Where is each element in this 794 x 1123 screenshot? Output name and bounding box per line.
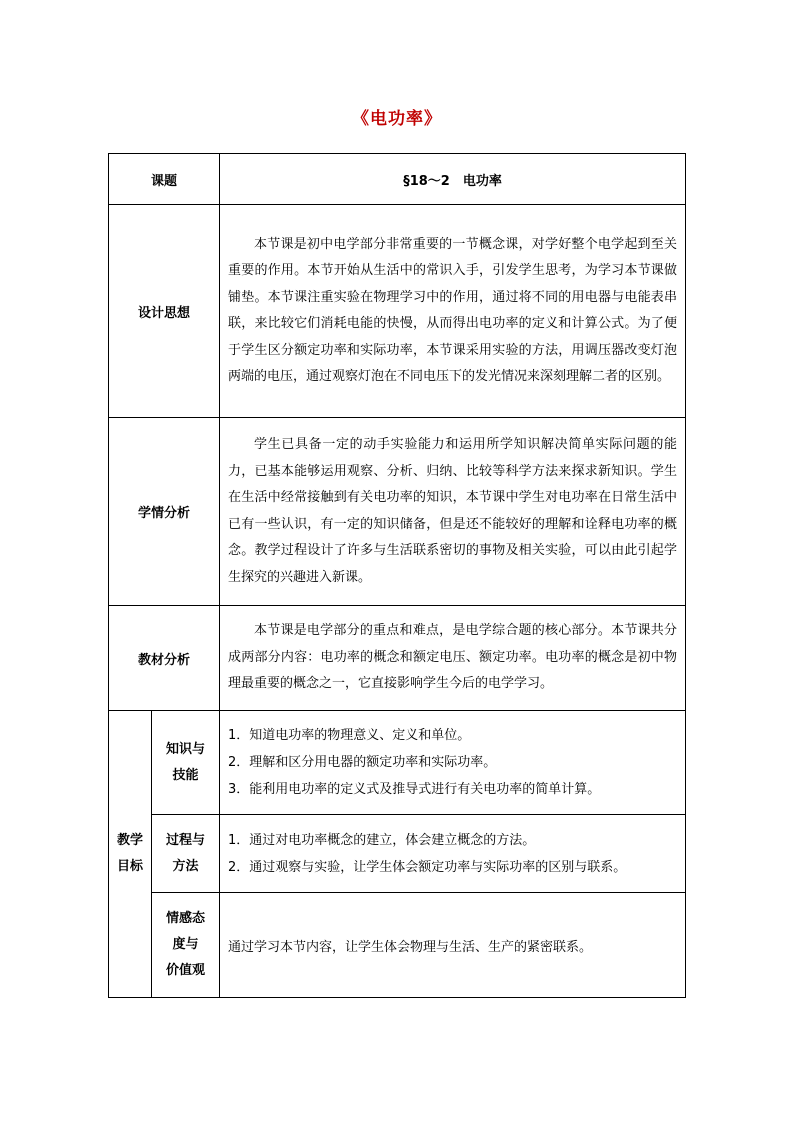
objectives-label-line1: 教学 [116, 833, 143, 848]
topic-label: 课题 [109, 154, 220, 205]
students-text: 学生已具备一定的动手实验能力和运用所学知识解决简单实际问题的能力，已基本能够运用观察、分析、归纳、比较等科学方法来探求新知识。学生在生活中经常接触到有关电功率的知识，本节课中学生对电功率在日常生活中已有一些认识，有一定的知识储备，但是还不能较好的理解和诠释电功率的概念。教学过程设计了许多与生活联系密切的事物及相关实验，可以由此引起学生探究的兴趣进入新课。 [220, 418, 686, 606]
attitude-row [109, 893, 686, 998]
knowledge-label-line1: 知识与 [166, 741, 206, 757]
design-label: 设计思想 [109, 205, 220, 418]
process-label-line2: 方法 [172, 858, 199, 874]
topic-row [109, 154, 686, 205]
students-row [109, 418, 686, 606]
knowledge-label [152, 711, 220, 815]
list-item: 2．理解和区分用电器的额定功率和实际功率。 [228, 755, 497, 770]
design-row [109, 205, 686, 418]
process-label [152, 815, 220, 893]
lesson-plan-table [108, 153, 686, 998]
knowledge-items [220, 711, 686, 815]
process-items [220, 815, 686, 893]
list-item: 3．能利用电功率的定义式及推导式进行有关电功率的简单计算。 [228, 782, 601, 797]
attitude-label-line2: 度与 [172, 937, 199, 952]
list-item: 1．知道电功率的物理意义、定义和单位。 [228, 728, 471, 743]
objectives-label [109, 711, 152, 998]
document-title: 《电功率》 [352, 109, 442, 129]
attitude-text: 通过学习本节内容，让学生体会物理与生活、生产的紧密联系。 [220, 893, 686, 998]
textbook-label: 教材分析 [109, 606, 220, 711]
students-label: 学情分析 [109, 418, 220, 606]
knowledge-row [109, 711, 686, 815]
knowledge-label-line2: 技能 [172, 767, 199, 783]
textbook-row [109, 606, 686, 711]
list-item: 2．通过观察与实验，让学生体会额定功率与实际功率的区别与联系。 [228, 859, 627, 875]
textbook-text: 本节课是电学部分的重点和难点，是电学综合题的核心部分。本节课共分成两部分内容：电功率的概念和额定电压、额定功率。电功率的概念是初中物理最重要的概念之一，它直接影响学生今后的电学学习。 [220, 606, 686, 711]
attitude-label [152, 893, 220, 998]
objectives-label-line2: 目标 [116, 859, 143, 874]
topic-value: §18～2 电功率 [220, 154, 686, 205]
process-label-line1: 过程与 [166, 832, 206, 848]
list-item: 1．通过对电功率概念的建立，体会建立概念的方法。 [228, 832, 536, 848]
process-row [109, 815, 686, 893]
design-text: 本节课是初中电学部分非常重要的一节概念课，对学好整个电学起到至关重要的作用。本节开始从生活中的常识入手，引发学生思考，为学习本节课做铺垫。本节课注重实验在物理学习中的作用，通过将不同的用电器与电能表串联，来比较它们消耗电能的快慢，从而得出电功率的定义和计算公式。为了便于学生区分额定功率和实际功率，本节课采用实验的方法，用调压器改变灯泡两端的电压，通过观察灯泡在不同电压下的发光情况来深刻理解二者的区别。 [220, 205, 686, 418]
attitude-label-line3: 价值观 [166, 963, 206, 978]
attitude-label-line1: 情感态 [166, 911, 206, 926]
